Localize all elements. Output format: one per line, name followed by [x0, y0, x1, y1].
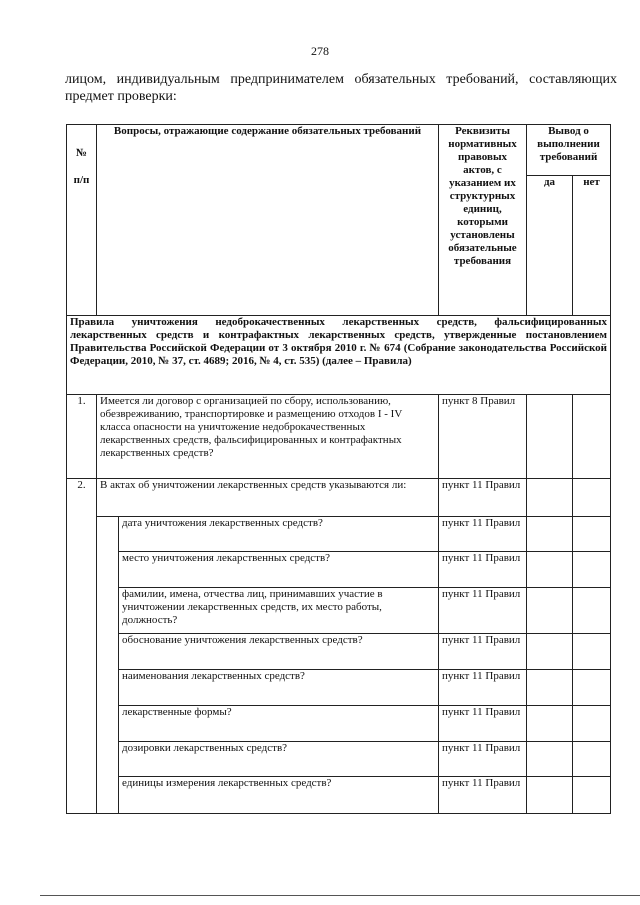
no-cell[interactable]	[573, 479, 611, 517]
table-row	[67, 479, 611, 517]
scan-edge-line	[40, 895, 640, 896]
sub-row-reference: пункт 11 Правил	[439, 777, 527, 814]
sub-row-question: дата уничтожения лекарственных средств?	[119, 517, 439, 552]
sub-row	[67, 777, 611, 814]
sub-row	[67, 742, 611, 777]
row-reference: пункт 8 Правил	[439, 395, 527, 479]
header-conclusion-label: Вывод о выполнении требований	[537, 125, 600, 163]
sub-row	[67, 706, 611, 742]
header-conclusion-cell	[527, 125, 611, 176]
yes-cell[interactable]	[527, 777, 573, 814]
sub-row	[67, 634, 611, 670]
header-number-cell	[67, 125, 97, 316]
header-requisites-label: Реквизиты нормативных правовых актов, с указанием их структурных единиц, которыми установлены обязательные требования	[448, 125, 517, 267]
yes-cell[interactable]	[527, 706, 573, 742]
row-number: 2.	[67, 479, 97, 814]
sub-row-reference: пункт 11 Правил	[439, 670, 527, 706]
yes-cell[interactable]	[527, 670, 573, 706]
sub-row	[67, 670, 611, 706]
sub-row	[67, 517, 611, 552]
sub-row-reference: пункт 11 Правил	[439, 552, 527, 588]
section-title: Правила уничтожения недоброкачественных лекарственных средств, фальсифицированных лекарственных средств и контрафактных лекарственных средств, утвержденные постановлением Правительства Российской Федерации от 3 октября 2010 г. № 674 (Собрание законодательства Российской Федерации, 2010, № 37, ст. 4689; 2016, № 4, ст. 535) (далее – Правила)	[67, 316, 611, 395]
header-no-label: нет	[583, 176, 600, 188]
sub-row-indent	[97, 517, 119, 814]
header-questions-label: Вопросы, отражающие содержание обязательных требований	[113, 125, 422, 137]
table-row	[67, 395, 611, 479]
sub-row-reference: пункт 11 Правил	[439, 517, 527, 552]
header-requisites-cell	[439, 125, 527, 316]
table-header-row	[67, 125, 611, 176]
header-yes-label: да	[543, 176, 556, 188]
row-number: 1.	[67, 395, 97, 479]
no-cell[interactable]	[573, 395, 611, 479]
no-cell[interactable]	[573, 588, 611, 634]
requirements-checklist-table	[66, 124, 611, 814]
header-number-sub-label: п/п	[73, 174, 90, 186]
no-cell[interactable]	[573, 777, 611, 814]
no-cell[interactable]	[573, 517, 611, 552]
sub-row-question: лекарственные формы?	[119, 706, 439, 742]
sub-row-reference: пункт 11 Правил	[439, 742, 527, 777]
yes-cell[interactable]	[527, 517, 573, 552]
row-reference: пункт 11 Правил	[439, 479, 527, 517]
no-cell[interactable]	[573, 670, 611, 706]
no-cell[interactable]	[573, 552, 611, 588]
header-questions-cell	[97, 125, 439, 316]
sub-row-question: обоснование уничтожения лекарственных средств?	[119, 634, 439, 670]
row-question: В актах об уничтожении лекарственных средств указываются ли:	[97, 479, 439, 517]
yes-cell[interactable]	[527, 634, 573, 670]
row-question: Имеется ли договор с организацией по сбору, использованию, обезвреживанию, транспортировке и размещению отходов I - IV класса опасности на уничтожение недоброкачественных лекарственных средств, фальсифицированных и контрафактных лекарственных средств?	[97, 395, 439, 479]
yes-cell[interactable]	[527, 552, 573, 588]
header-yes-cell	[527, 176, 573, 316]
no-cell[interactable]	[573, 742, 611, 777]
header-no-cell	[573, 176, 611, 316]
intro-paragraph: лицом, индивидуальным предпринимателем обязательных требований, составляющих предмет проверки:	[65, 72, 617, 104]
sub-row-question: наименования лекарственных средств?	[119, 670, 439, 706]
sub-row-reference: пункт 11 Правил	[439, 588, 527, 634]
no-cell[interactable]	[573, 634, 611, 670]
yes-cell[interactable]	[527, 479, 573, 517]
yes-cell[interactable]	[527, 395, 573, 479]
sub-row	[67, 552, 611, 588]
sub-row-question: место уничтожения лекарственных средств?	[119, 552, 439, 588]
sub-row-question: дозировки лекарственных средств?	[119, 742, 439, 777]
sub-row-reference: пункт 11 Правил	[439, 634, 527, 670]
sub-row-reference: пункт 11 Правил	[439, 706, 527, 742]
no-cell[interactable]	[573, 706, 611, 742]
sub-row-question: единицы измерения лекарственных средств?	[119, 777, 439, 814]
yes-cell[interactable]	[527, 588, 573, 634]
sub-row	[67, 588, 611, 634]
yes-cell[interactable]	[527, 742, 573, 777]
sub-row-question: фамилии, имена, отчества лиц, принимавших участие в уничтожении лекарственных средств, их место работы, должность?	[119, 588, 439, 634]
header-number-label: №	[75, 147, 88, 159]
section-row	[67, 316, 611, 395]
page-number: 278	[311, 44, 329, 58]
